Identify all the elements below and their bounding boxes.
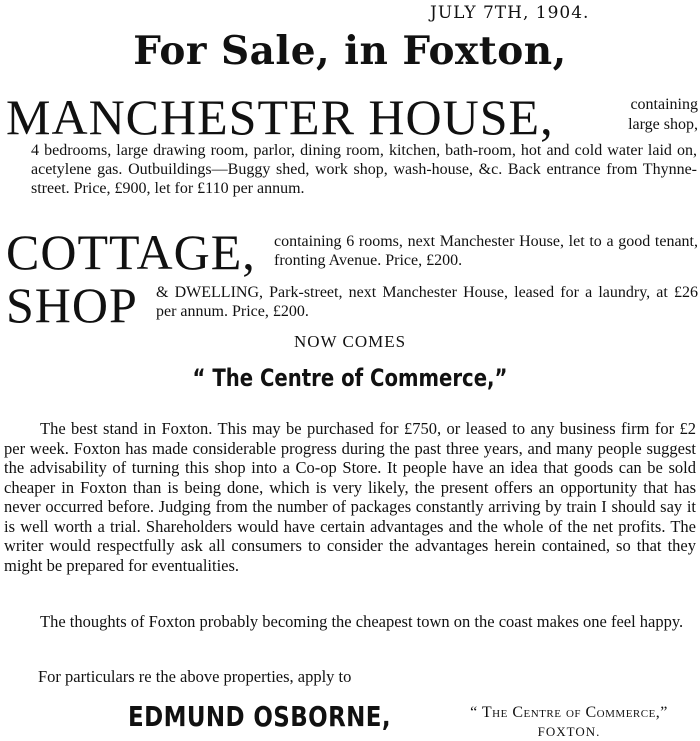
cottage-title: COTTAGE,: [6, 224, 256, 280]
body-paragraph-2: [4, 612, 696, 632]
body-paragraph-3: For particulars re the above properties, apply to: [38, 667, 352, 686]
shop-title: SHOP: [6, 277, 138, 333]
manchester-house-side-line-1: containing: [630, 96, 698, 113]
manchester-house-description: 4 bedrooms, large drawing room, parlor, dining room, kitchen, bath-room, hot and cold water laid on, acetylene gas. Outbuildings—Buggy shed, work shop, wash-house, &c. Back entrance from Thynne-street. Price, £900, let for £110 per annum.: [31, 142, 697, 197]
body-paragraph-2-text: The thoughts of Foxton probably becoming the cheapest town on the coast makes one feel happy.: [40, 612, 684, 631]
body-paragraph-1: [4, 419, 696, 575]
manchester-house-side-text: [608, 95, 698, 135]
centre-of-commerce-title: “ The Centre of Commerce,”: [192, 364, 508, 392]
body-paragraph-1-text: The best stand in Foxton. This may be purchased for £750, or leased to any business firm for £2 per week. Foxton has made considerable progress during the past three years, and many people suggest the advisability of turning this shop into a Co-op Store. It people have an idea that goods can be sold cheaper in Foxton than is being done, which is very likely, the present offers an opportunity that has never occurred before. Judging from the number of packages constantly arriving by train I should say it is well worth a trial. Shareholders would have certain advantages and the whole of the net profits. The writer would respectfully ask all consumers to consider the advantages herein contained, so that they might be prepared for eventualities.: [4, 419, 696, 575]
headline: For Sale, in Foxton,: [133, 28, 567, 74]
shop-description: & DWELLING, Park-street, next Manchester House, leased for a laundry, at £26 per annum. Price, £200.: [156, 284, 698, 320]
signature-address: [440, 703, 698, 741]
signature-business: “ The Centre of Commerce,”: [470, 704, 668, 721]
date-line: JULY 7TH, 1904.: [430, 3, 590, 23]
manchester-house-title: MANCHESTER HOUSE,: [6, 89, 554, 145]
manchester-house-side-line-2: large shop,: [628, 116, 698, 133]
signature-name: EDMUND OSBORNE,: [128, 700, 392, 733]
cottage-description: containing 6 rooms, next Manchester House, let to a good tenant, fronting Avenue. Price, £200.: [274, 233, 698, 269]
now-comes: NOW COMES: [293, 332, 407, 351]
signature-town: FOXTON.: [537, 724, 601, 739]
